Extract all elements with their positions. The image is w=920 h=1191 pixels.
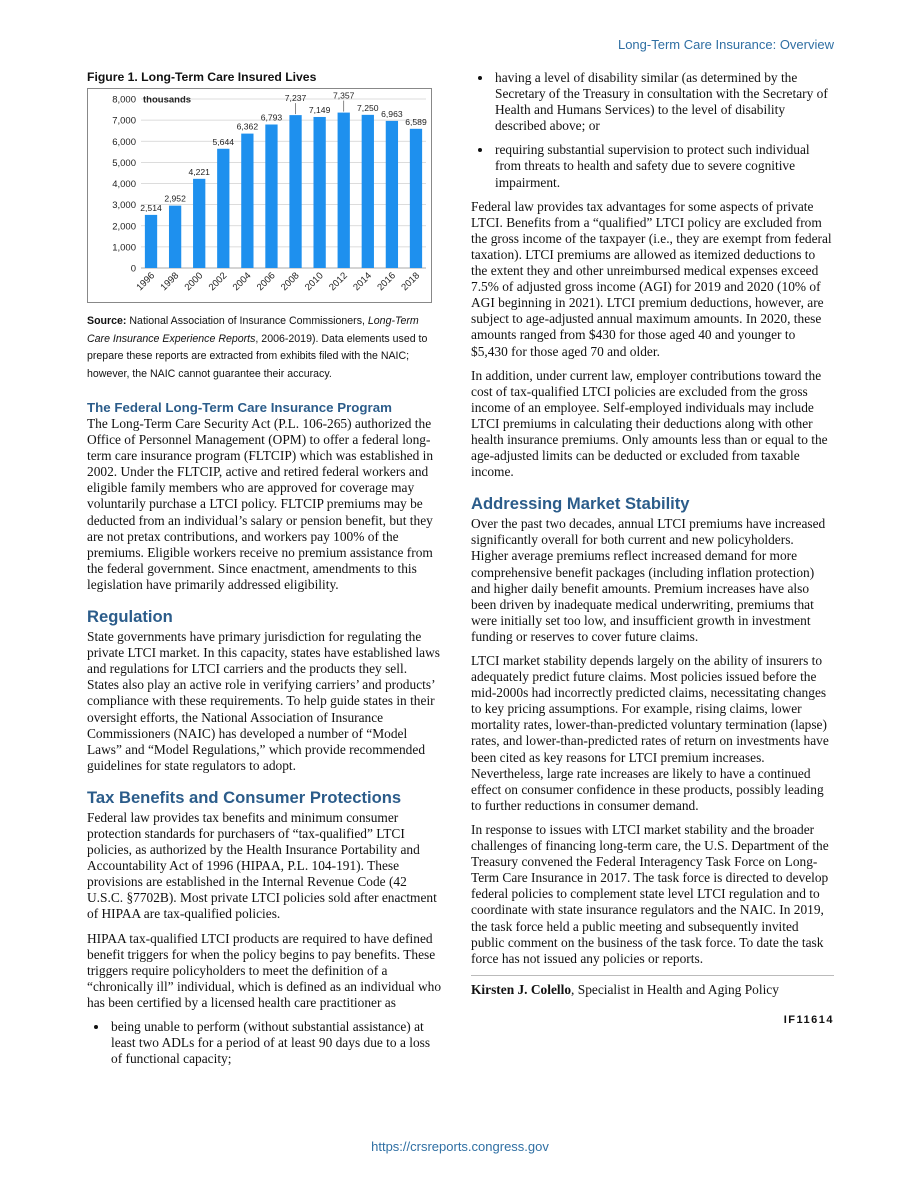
author-title: , Specialist in Health and Aging Policy (571, 981, 779, 997)
x-tick-label: 1996 (134, 270, 158, 294)
source-text-a: National Association of Insurance Commissioners, (129, 315, 365, 327)
data-label-2012: 7,357 (332, 90, 355, 101)
author-byline (471, 975, 834, 998)
data-label-2000: 4,221 (188, 166, 210, 177)
x-tick-label: 2010 (303, 270, 326, 294)
left-column (87, 70, 442, 1075)
stability-paragraph-3: In response to issues with LTCI market stability and the broader challenges of financing long-term care, the U.S. Department of the Treasury convened the Federal Interagency Task Force on Long-Term Care Insurance in 2017. The task force is directed to develop federal policies to complement state level LTCI regulation and to coordinate with state insurance regulators and the NAIC. In 2019, the task force held a public meeting and subsequently invited public comment on the business of the task force. To date the task force has not issued any policies or reports. (471, 821, 829, 966)
x-tick-label: 2012 (327, 270, 350, 294)
y-tick-label: 1,000 (112, 242, 136, 254)
tax-paragraph-4: In addition, under current law, employer contributions toward the cost of tax-qualified LTCI policies are excluded from the gross income of an employee. Self-employed individuals may include LTCI premiums in calculating their deductions along with other health insurance premiums. Only amounts less than or equal to the age-adjusted limits can be deducted or excluded from taxable income. (471, 367, 828, 480)
y-tick-label: 3,000 (112, 200, 136, 212)
bar-2018 (410, 129, 422, 268)
figure-source (87, 313, 442, 383)
trigger-list-continued (471, 70, 834, 191)
x-tick-label: 2002 (206, 270, 230, 294)
data-label-2014: 7,250 (357, 102, 379, 113)
source-title: Long-Term Care Insurance Experience Reports (87, 315, 419, 345)
stability-paragraph-1: Over the past two decades, annual LTCI premiums have increased significantly overall for both current and new policyholders. Higher average premiums reflect increased demand for more comprehensive benefit packages (including inflation protection) and higher daily benefit amounts. Premium increases have also been driven by inadequate medical underwriting, premiums that were initially set too low, and insufficient growth in investment funding or reserves to cover future claims. (471, 516, 826, 644)
right-column (471, 70, 834, 1026)
source-label: Source: (87, 315, 127, 327)
footer-link[interactable]: https://crsreports.congress.gov (371, 1139, 549, 1154)
stability-paragraph-2: LTCI market stability depends largely on the ability of insurers to adequately predict future claims. Most policies issued before the mid-2000s had incorrectly predicted claims, necessitating changes to key pricing assumptions. For example, rising claims, lower mortality rates, lower-than-predicted voluntary termination (lapse) rates, and lower-than-predicted rates of return on investments have been cited as key reasons for LTCI premium increases. Nevertheless, large rate increases are likely to have a continued effect on consumer confidence in these products, possibly leading to further reductions in consumer demand. (471, 653, 829, 813)
regulation-paragraph: State governments have primary jurisdiction for regulating the private LTCI market. In this capacity, states have established laws and regulations for LTCI carriers and the products they sell. States also play an active role in verifying carriers’ and products’ compliance with these requirements. To help guide states in their oversight efforts, the National Association of Insurance Commissioners (NAIC) has developed a number of “Model Laws” and “Model Regulations,” which provide recommended guidelines for state regulators to adopt. (87, 629, 441, 773)
y-tick-label: 6,000 (112, 136, 136, 148)
tax-heading: Tax Benefits and Consumer Protections (87, 787, 402, 807)
author-name: Kirsten J. Colello (471, 981, 572, 997)
bar-2000 (193, 179, 205, 268)
data-label-2002: 5,644 (212, 136, 235, 147)
bar-2012 (338, 113, 350, 268)
y-tick-label: 0 (130, 263, 136, 275)
insured-lives-chart (87, 88, 432, 303)
y-tick-label: 5,000 (112, 157, 136, 169)
x-tick-label: 1998 (158, 270, 182, 294)
tax-paragraph-3: Federal law provides tax advantages for some aspects of private LTCI. Benefits from a “qualified” LTCI policy are excluded from the gross income of the taxpayer (i.e., they are exempt from federal taxation). LTCI premiums are allowed as itemized deductions to the extent they and other unreimbursed medical expenses exceed 7.5% of adjusted gross income (AGI) for 2019 and 2020 (10% of AGI beginning in 2021). LTCI premium deductions, however, are subject to age-adjusted annual maximum amounts. In 2020, these amounts ranged from $430 for those aged 40 and younger to $5,430 for those aged 70 and older. (471, 198, 832, 359)
fltcip-paragraph: The Long-Term Care Security Act (P.L. 106-265) authorized the Office of Personnel Management (OPM) to offer a federal long-term care insurance program (FLTCIP) which was established in 2002. Under the FLTCIP, active and retired federal workers and eligible family members who are approved for coverage may voluntarily purchase a LTCI policy. FLTCIP premiums may be deducted from an individual’s salary or pension benefit, but they are not pretax contributions, and workers pay 100% of the premiums. Eligible workers receive no premium assistance from the federal government. Since enactment, amendments to this legislation have primarily addressed eligibility. (87, 416, 434, 592)
trigger-item-adl: • being unable to perform (without substantial assistance) at least two ADLs for a period of at least 90 days due to a loss of functional capacity; (109, 1019, 442, 1067)
x-tick-label: 2000 (182, 270, 206, 294)
x-tick-label: 2016 (375, 270, 399, 294)
x-tick-label: 2008 (278, 270, 302, 294)
x-tick-label: 2004 (230, 270, 254, 294)
bar-2016 (386, 121, 398, 268)
x-tick-label: 2006 (254, 270, 278, 294)
x-tick-label: 2018 (399, 270, 423, 294)
trigger-item-supervision: • requiring substantial supervision to protect such individual from threats to health and safety due to severe cognitive impairment. (493, 142, 834, 190)
y-axis-unit: thousands (143, 94, 192, 106)
data-label-1998: 2,952 (164, 193, 186, 204)
y-tick-label: 2,000 (112, 221, 136, 233)
data-label-2004: 6,362 (236, 121, 259, 132)
y-tick-label: 8,000 (112, 94, 136, 106)
bar-1996 (145, 215, 157, 268)
y-tick-label: 4,000 (112, 179, 136, 190)
data-label-2016: 6,963 (381, 108, 403, 119)
data-label-2008: 7,237 (284, 93, 307, 104)
data-label-1996: 2,514 (140, 202, 162, 213)
bar-2002 (217, 149, 229, 268)
tax-paragraph-1: Federal law provides tax benefits and minimum consumer protection standards for purchasers of “tax-qualified” LTCI policies, as authorized by the Health Insurance Portability and Accountability Act of 1996 (HIPAA, P.L. 104-191). These provisions are established in the Internal Revenue Code (42 U.S.C. §7702B). Most private LTCI policies sold after enactment of HIPAA are tax-qualified policies. (87, 809, 437, 922)
stability-heading: Addressing Market Stability (471, 494, 690, 514)
regulation-heading: Regulation (87, 607, 173, 627)
trigger-item-disability: • having a level of disability similar (as determined by the Secretary of the Treasury in consultation with the Secretary of Health and Humans Services) to the level of disability described above; or (493, 70, 834, 134)
bar-2006 (265, 124, 277, 268)
bar-2010 (313, 117, 325, 268)
document-id: IF11614 (783, 1013, 834, 1026)
data-label-2006: 6,793 (260, 112, 283, 123)
bar-2014 (362, 115, 374, 268)
data-label-2010: 7,149 (308, 104, 331, 115)
data-label-2018: 6,589 (405, 116, 427, 127)
chart-canvas (88, 89, 431, 302)
fltcip-heading: The Federal Long-Term Care Insurance Program (87, 400, 392, 415)
bar-2008 (289, 115, 301, 268)
trigger-list (87, 1019, 442, 1067)
running-header: Long-Term Care Insurance: Overview (617, 37, 834, 52)
bar-1998 (169, 206, 181, 268)
tax-paragraph-2: HIPAA tax-qualified LTCI products are required to have defined benefit triggers for when the policy begins to pay benefits. These triggers require policyholders to meet the definition of a “chronically ill” individual, which is defined as an individual who has been certified by a licensed health care practitioner as (87, 930, 442, 1010)
source-text-b: , 2006-2019). Data elements used to prepare these reports are extracted from exhibits filed with the NAIC; however, the NAIC cannot guarantee their accuracy. (87, 332, 428, 380)
y-tick-label: 7,000 (112, 115, 136, 127)
bar-2004 (241, 134, 253, 268)
figure-title: Figure 1. Long-Term Care Insured Lives (87, 70, 317, 84)
x-tick-label: 2014 (351, 270, 374, 294)
